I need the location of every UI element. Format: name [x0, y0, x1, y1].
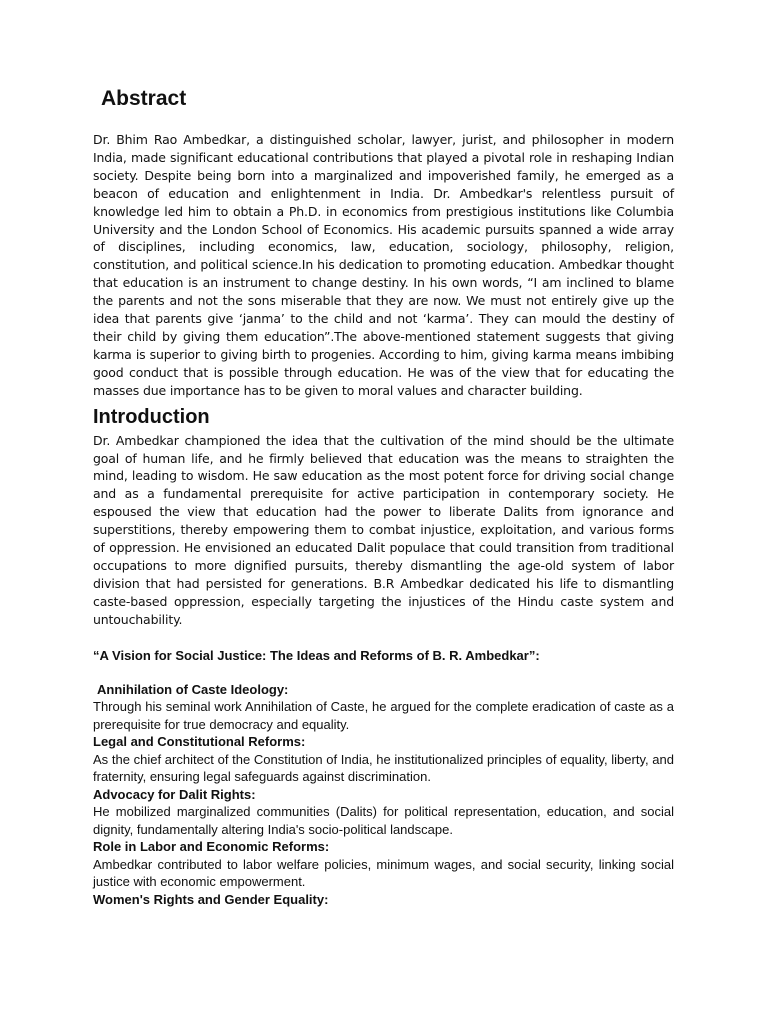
reforms-list — [93, 681, 674, 909]
abstract-paragraph: Dr. Bhim Rao Ambedkar, a distinguished scholar, lawyer, jurist, and philosopher in modern India, made significant educational contributions that played a pivotal role in reshaping Indian society. Despite being born into a marginalized and impoverished family, he emerged as a beacon of education and enlightenment in India. Dr. Ambedkar's relentless pursuit of knowledge led him to obtain a Ph.D. in economics from prestigious institutions like Columbia University and the London School of Economics. His academic pursuits spanned a wide array of disciplines, including economics, law, education, sociology, philosophy, religion, constitution, and political science.In his dedication to promoting education. Ambedkar thought that education is an instrument to change destiny. In his own words, “I am inclined to blame the parents and not the sons miserable that they are now. We must not entirely give up the idea that parents give ‘janma’ to the child and not ‘karma’. They can mould the destiny of their child by giving them education”.The above-mentioned statement suggests that giving karma is superior to giving birth to progenies. According to him, giving karma means imbibing good conduct that is possible through education. He was of the view that for educating the masses due importance has to be given to moral values and character building. — [93, 132, 674, 398]
abstract-heading: Abstract — [101, 87, 187, 110]
section-heading-women: Women's Rights and Gender Equality: — [93, 891, 329, 907]
introduction-heading: Introduction — [93, 405, 210, 428]
section-heading-dalit: Advocacy for Dalit Rights: — [93, 786, 256, 802]
section-text-caste: Through his seminal work Annihilation of Caste, he argued for the complete eradication of caste as a prerequisite for true democracy and equality. — [93, 699, 674, 732]
section-text-labor: Ambedkar contributed to labor welfare policies, minimum wages, and social security, linking social justice with economic empowerment. — [93, 856, 674, 890]
section-text-legal: As the chief architect of the Constitution of India, he institutionalized principles of equality, liberty, and fraternity, ensuring legal safeguards against discrimination. — [93, 751, 674, 785]
section-text-dalit: He mobilized marginalized communities (Dalits) for political representation, education, and social dignity, fundamentally altering India's socio-political landscape. — [93, 804, 674, 837]
vision-heading: “A Vision for Social Justice: The Ideas and Reforms of B. R. Ambedkar”: — [93, 647, 540, 663]
document-page — [93, 84, 674, 908]
section-heading-labor: Role in Labor and Economic Reforms: — [93, 839, 330, 855]
section-heading-legal: Legal and Constitutional Reforms: — [93, 734, 306, 750]
section-heading-caste: Annihilation of Caste Ideology: — [97, 681, 289, 697]
introduction-paragraph: Dr. Ambedkar championed the idea that the cultivation of the mind should be the ultimate goal of human life, and he firmly believed that education was the means to straighten the mind, leading to wisdom. He saw education as the most potent force for driving social change and as a fundamental prerequisite for active participation in contemporary society. He espoused the view that education had the power to liberate Dalits from ignorance and superstitions, thereby empowering them to combat injustice, exploitation, and various forms of oppression. He envisioned an educated Dalit populace that could transition from traditional occupations to more dignified pursuits, thereby dismantling the age-old system of labor division that had persisted for generations. B.R Ambedkar dedicated his life to dismantling caste-based oppression, especially targeting the injustices of the Hindu caste system and untouchability. — [93, 432, 674, 627]
